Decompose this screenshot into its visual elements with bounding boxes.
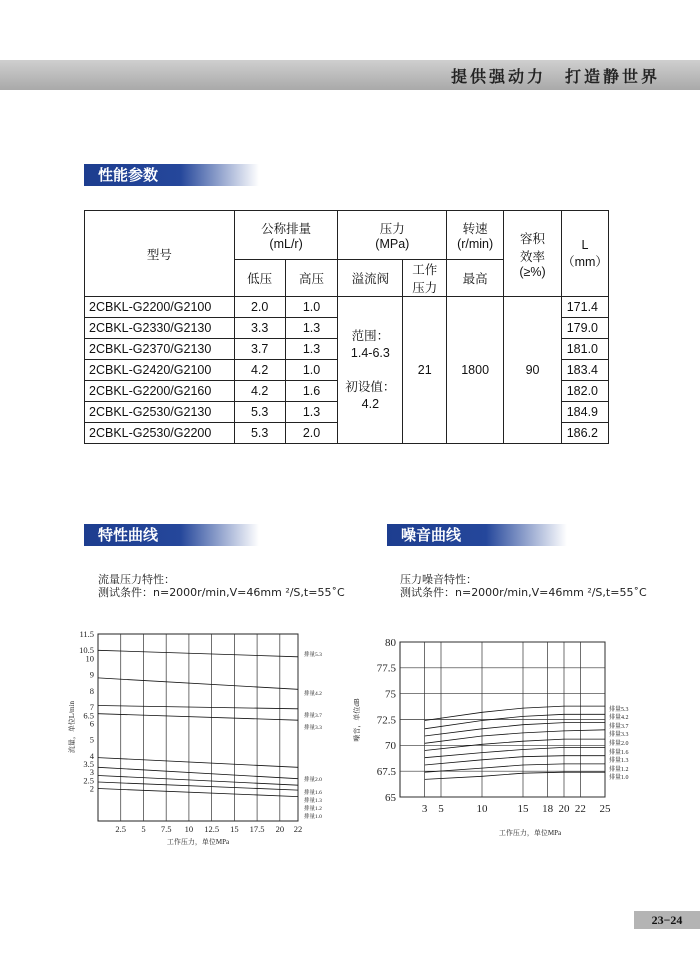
cell-model: 2CBKL-G2530/G2130 (85, 402, 235, 423)
y-tick-label: 80 (385, 636, 396, 649)
table-row (85, 297, 609, 318)
x-tick-label: 20 (558, 803, 570, 815)
header-max: 最高 (447, 260, 504, 297)
series-label: 排量1.6 (609, 750, 629, 756)
y-tick-label: 4 (89, 750, 94, 761)
flow-caption: 流量压力特性： 测试条件：n=2000r/min,V=46mm ²/S,t=55˚C (98, 573, 345, 599)
x-tick-label: 18 (542, 803, 554, 815)
series-label: 排量1.2 (304, 806, 322, 812)
header-work-pressure: 工作 压力 (403, 260, 447, 297)
series-line (98, 650, 298, 657)
series-label: 排量1.6 (304, 790, 322, 796)
y-tick-label: 2 (89, 783, 94, 794)
x-tick-label: 5 (141, 824, 146, 834)
x-tick-label: 20 (275, 824, 285, 834)
x-tick-label: 17.5 (249, 824, 265, 834)
y-axis-title: 流量，单位L/min (68, 700, 76, 754)
series-label: 排量1.0 (609, 775, 629, 781)
x-tick-label: 10 (184, 824, 194, 834)
series-label: 排量2.0 (609, 741, 629, 747)
y-tick-label: 9 (89, 669, 94, 680)
cell-max-speed: 1800 (447, 297, 504, 444)
x-tick-label: 10 (476, 803, 488, 815)
y-tick-label: 6.5 (83, 710, 94, 721)
page-number: 23−24 (634, 911, 700, 929)
header-length: L（mm） (561, 211, 608, 297)
x-tick-label: 15 (230, 824, 239, 834)
cell-high: 1.3 (285, 402, 338, 423)
y-tick-label: 6 (89, 718, 94, 729)
x-tick-label: 5 (438, 803, 444, 815)
x-tick-label: 25 (599, 803, 611, 815)
header-displacement: 公称排量 (mL/r) (234, 211, 338, 260)
series-label: 排量5.3 (304, 652, 322, 658)
header-bar (0, 60, 700, 90)
x-axis-title: 工作压力，单位MPa (166, 838, 230, 846)
series-label: 排量3.3 (304, 725, 322, 731)
cell-low: 5.3 (234, 402, 285, 423)
y-tick-label: 3 (89, 767, 94, 778)
cell-length: 171.4 (561, 297, 608, 318)
series-line (98, 758, 298, 768)
cell-length: 181.0 (561, 339, 608, 360)
series-label: 排量3.3 (609, 732, 629, 738)
cell-high: 1.0 (285, 360, 338, 381)
series-line (98, 706, 298, 709)
cell-relief: 范围： 1.4-6.3 初设值： 4.2 (338, 297, 403, 444)
cell-high: 1.3 (285, 339, 338, 360)
y-tick-label: 70 (385, 740, 396, 753)
series-label: 排量1.0 (304, 814, 322, 820)
noise-caption: 压力噪音特性： 测试条件：n=2000r/min,V=46mm ²/S,t=55˚C (400, 573, 647, 599)
series-line (425, 772, 605, 779)
cell-low: 3.7 (234, 339, 285, 360)
y-tick-label: 8 (89, 685, 94, 696)
cell-length: 183.4 (561, 360, 608, 381)
cell-high: 2.0 (285, 423, 338, 444)
y-tick-label: 67.5 (376, 766, 396, 779)
cell-length: 184.9 (561, 402, 608, 423)
x-tick-label: 15 (517, 803, 529, 815)
section-title-performance: 性能参数 (84, 164, 259, 186)
header-efficiency: 容积 效率 (≥%) (504, 211, 562, 297)
x-tick-label: 22 (574, 803, 586, 815)
series-label: 排量2.0 (304, 777, 322, 783)
header-low: 低压 (234, 260, 285, 297)
cell-efficiency: 90 (504, 297, 562, 444)
cell-low: 2.0 (234, 297, 285, 318)
y-tick-label: 5 (89, 734, 94, 745)
y-tick-label: 10.5 (79, 645, 94, 656)
y-tick-label: 65 (385, 791, 396, 804)
cell-high: 1.6 (285, 381, 338, 402)
series-line (425, 730, 605, 744)
cell-high: 1.0 (285, 297, 338, 318)
spec-table (84, 210, 609, 444)
y-tick-label: 11.5 (79, 628, 94, 639)
x-axis-title: 工作压力，单位MPa (498, 829, 562, 837)
series-label: 排量1.2 (609, 767, 629, 773)
y-axis-title: 噪音，单位dB (353, 698, 361, 742)
series-label: 排量1.3 (609, 758, 629, 764)
cell-length: 182.0 (561, 381, 608, 402)
cell-low: 5.3 (234, 423, 285, 444)
y-tick-label: 7 (89, 702, 94, 713)
cell-model: 2CBKL-G2370/G2130 (85, 339, 235, 360)
header-high: 高压 (285, 260, 338, 297)
series-line (98, 714, 298, 721)
cell-work-pressure: 21 (403, 297, 447, 444)
cell-model: 2CBKL-G2530/G2200 (85, 423, 235, 444)
cell-high: 1.3 (285, 318, 338, 339)
header-model: 型号 (85, 211, 235, 297)
cell-low: 4.2 (234, 381, 285, 402)
cell-model: 2CBKL-G2200/G2160 (85, 381, 235, 402)
section-title-noise: 噪音曲线 (387, 524, 567, 546)
series-line (425, 706, 605, 720)
y-tick-label: 77.5 (376, 662, 396, 675)
x-tick-label: 12.5 (204, 824, 220, 834)
cell-length: 186.2 (561, 423, 608, 444)
x-tick-label: 3 (421, 803, 428, 815)
cell-model: 2CBKL-G2420/G2100 (85, 360, 235, 381)
series-label: 排量5.3 (609, 707, 629, 713)
x-tick-label: 7.5 (160, 824, 172, 834)
y-tick-label: 10 (85, 653, 94, 664)
y-tick-label: 2.5 (83, 775, 94, 786)
header-pressure: 压力 (MPa) (338, 211, 447, 260)
x-tick-label: 2.5 (115, 824, 127, 834)
series-label: 排量3.7 (609, 724, 629, 730)
cell-length: 179.0 (561, 318, 608, 339)
noise-pressure-chart (350, 630, 650, 845)
series-line (98, 782, 298, 790)
series-label: 排量4.2 (304, 691, 322, 697)
cell-low: 3.3 (234, 318, 285, 339)
section-title-characteristic: 特性曲线 (84, 524, 259, 546)
series-line (98, 678, 298, 689)
series-label: 排量3.7 (304, 713, 322, 719)
series-line (425, 747, 605, 757)
y-tick-label: 75 (385, 688, 396, 701)
y-tick-label: 72.5 (376, 714, 396, 727)
series-line (425, 739, 605, 750)
y-tick-label: 3.5 (83, 759, 94, 770)
header-speed: 转速 (r/min) (447, 211, 504, 260)
cell-model: 2CBKL-G2200/G2100 (85, 297, 235, 318)
cell-model: 2CBKL-G2330/G2130 (85, 318, 235, 339)
x-tick-label: 22 (293, 824, 303, 834)
series-label: 排量4.2 (609, 715, 629, 721)
series-label: 排量1.3 (304, 798, 322, 804)
series-line (98, 789, 298, 797)
header-relief: 溢流阀 (338, 260, 403, 297)
flow-pressure-chart (60, 622, 340, 862)
slogan: 提供强动力 打造静世界 (450, 67, 660, 86)
cell-low: 4.2 (234, 360, 285, 381)
